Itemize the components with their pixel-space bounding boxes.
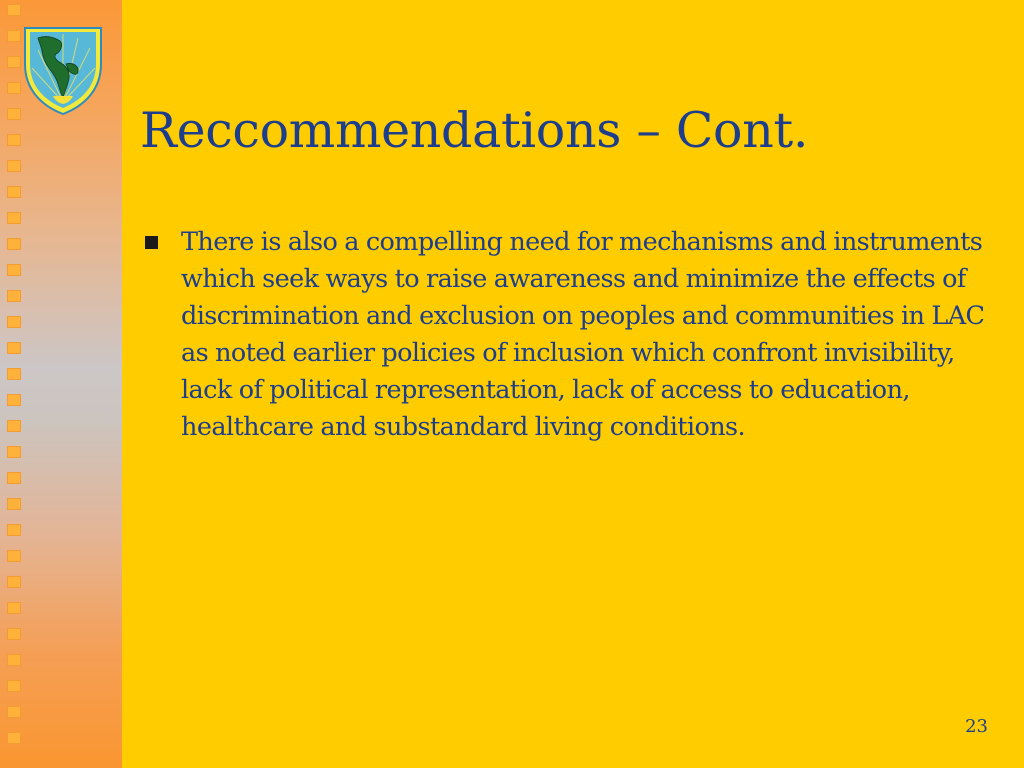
filmstrip-square (7, 680, 21, 692)
filmstrip-square (7, 732, 21, 744)
filmstrip-square (7, 628, 21, 640)
filmstrip-square (7, 550, 21, 562)
filmstrip-square (7, 290, 21, 302)
bullet-item (142, 224, 992, 446)
filmstrip-square (7, 82, 21, 94)
filmstrip-square (7, 602, 21, 614)
filmstrip-square (7, 212, 21, 224)
filmstrip-square (7, 186, 21, 198)
filmstrip-square (7, 446, 21, 458)
filmstrip-square (7, 576, 21, 588)
slide-title: Reccommendations – Cont. (140, 102, 809, 159)
filmstrip-square (7, 56, 21, 68)
filmstrip-square (7, 472, 21, 484)
filmstrip-square (7, 238, 21, 250)
page-number: 23 (965, 716, 988, 737)
filmstrip-square (7, 498, 21, 510)
filmstrip-square (7, 160, 21, 172)
filmstrip-square (7, 108, 21, 120)
filmstrip-square (7, 4, 21, 16)
bullet-text: There is also a compelling need for mechanisms and instruments which seek ways to raise awareness and minimize the effects of discrimination and exclusion on peoples and communities in LAC as noted earlier policies of inclusion which confront invisibility, lack of political representation, lack of access to education, healthcare and substandard living conditions. (181, 227, 985, 442)
filmstrip-square (7, 342, 21, 354)
filmstrip-square (7, 30, 21, 42)
filmstrip-square (7, 706, 21, 718)
filmstrip-square (7, 524, 21, 536)
filmstrip-square (7, 394, 21, 406)
filmstrip-square (7, 368, 21, 380)
filmstrip-square (7, 316, 21, 328)
filmstrip-decoration (6, 4, 26, 764)
americas-globe-logo (22, 24, 104, 116)
filmstrip-square (7, 654, 21, 666)
square-bullet-icon (145, 236, 158, 249)
filmstrip-square (7, 134, 21, 146)
filmstrip-square (7, 264, 21, 276)
bullet-list (142, 224, 992, 446)
filmstrip-square (7, 420, 21, 432)
